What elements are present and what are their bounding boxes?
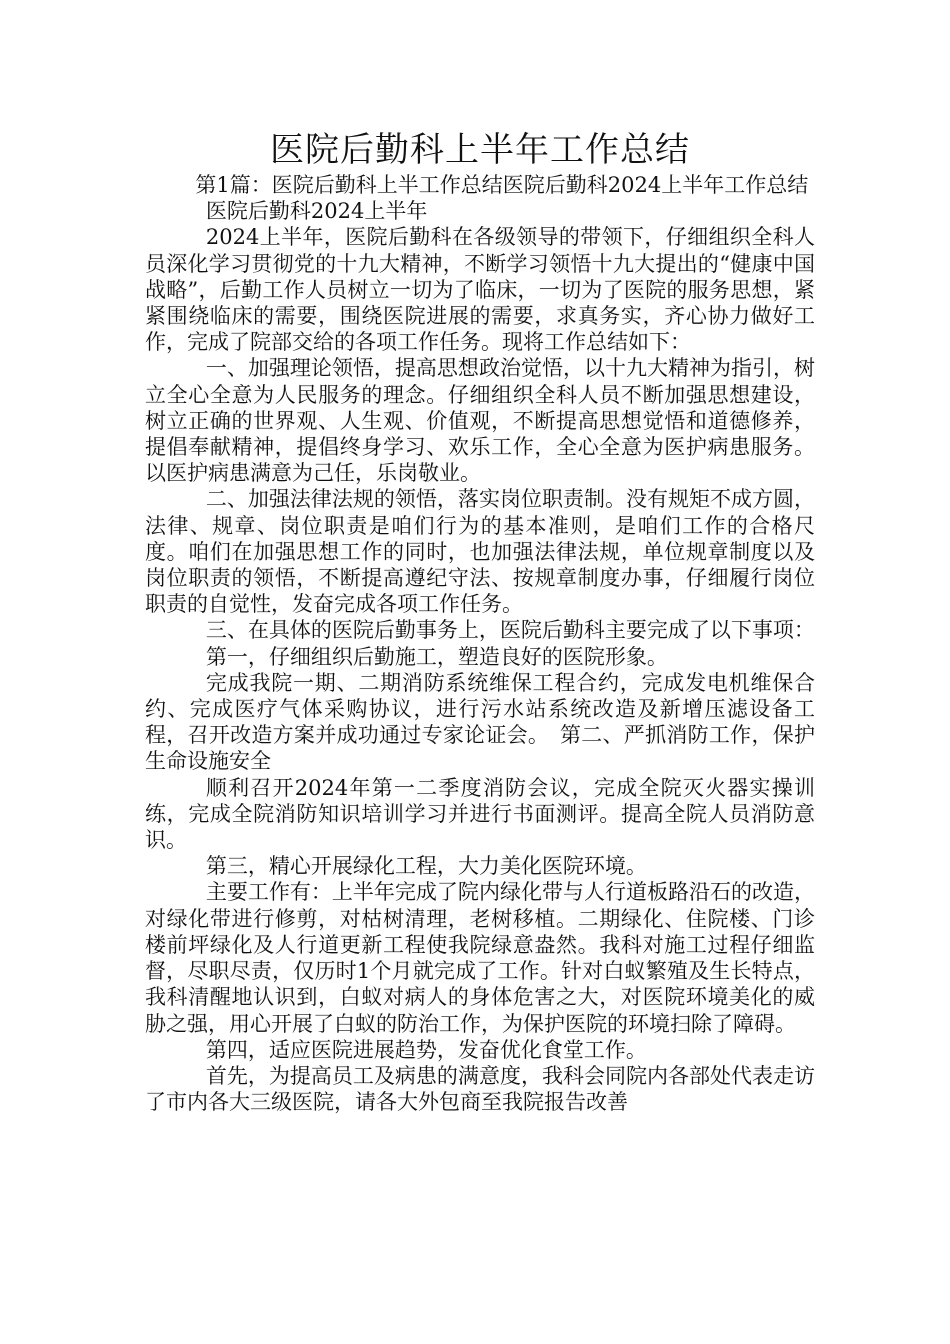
paragraph: 顺利召开2024年第一二季度消防会议，完成全院灭火器实操训练，完成全院消防知识培训学习并进行书面测评。提高全院人员消防意识。	[145, 775, 815, 853]
document-title: 医院后勤科上半年工作总结	[270, 130, 690, 170]
paragraph: 完成我院一期、二期消防系统维保工程合约，完成发电机维保合约、完成医疗气体采购协议，进行污水站系统改造及新增压滤设备工程，召开改造方案并成功通过专家论证会。 第二、严抓消防工作，保护生命设施安全	[145, 670, 815, 774]
paragraph: 一、加强理论领悟，提高思想政治觉悟，以十九大精神为指引，树立全心全意为人民服务的理念。仔细组织全科人员不断加强思想建设，树立正确的世界观、人生观、价值观，不断提高思想觉悟和道德修养，提倡奉献精神，提倡终身学习、欢乐工作，全心全意为医护病患服务。以医护病患满意为己任，乐岗敬业。	[145, 356, 815, 486]
paragraph: 第四，适应医院进展趋势，发奋优化食堂工作。	[205, 1037, 647, 1062]
paragraph: 2024上半年，医院后勤科在各级领导的带领下，仔细组织全科人员深化学习贯彻党的十九大精神，不断学习领悟十九大提出的“健康中国战略”，后勤工作人员树立一切为了临床，一切为了医院的服务思想，紧紧围绕临床的需要，围绕医院进展的需要，求真务实，齐心协力做好工作，完成了院部交给的各项工作任务。现将工作总结如下：	[145, 225, 815, 355]
paragraph: 三、在具体的医院后勤事务上，医院后勤科主要完成了以下事项：	[205, 618, 815, 643]
paragraph: 二、加强法律法规的领悟，落实岗位职责制。没有规矩不成方圆，法律、规章、岗位职责是咱们行为的基本准则，是咱们工作的合格尺度。咱们在加强思想工作的同时，也加强法律法规，单位规章制度以及岗位职责的领悟，不断提高遵纪守法、按规章制度办事，仔细履行岗位职责的自觉性，发奋完成各项工作任务。	[145, 487, 815, 617]
paragraph: 第一，仔细组织后勤施工，塑造良好的医院形象。	[205, 644, 668, 669]
paragraph: 医院后勤科2024上半年	[205, 199, 428, 224]
paragraph: 主要工作有：上半年完成了院内绿化带与人行道板路沿石的改造，对绿化带进行修剪，对枯树清理，老树移植。二期绿化、住院楼、门诊楼前坪绿化及人行道更新工程使我院绿意盎然。我科对施工过程仔细监督，尽职尽责，仅历时1个月就完成了工作。针对白蚁繁殖及生长特点，我科清醒地认识到，白蚁对病人的身体危害之大，对医院环境美化的威胁之强，用心开展了白蚁的防治工作，为保护医院的环境扫除了障碍。	[145, 880, 815, 1036]
document-page	[145, 128, 815, 1115]
paragraph: 首先，为提高员工及病患的满意度，我科会同院内各部处代表走访了市内各大三级医院，请各大外包商至我院报告改善	[145, 1063, 815, 1115]
paragraph: 第1篇：医院后勤科上半工作总结医院后勤科2024上半年工作总结	[195, 173, 809, 197]
paragraph: 第三，精心开展绿化工程，大力美化医院环境。	[205, 854, 647, 879]
document-body	[145, 172, 815, 1115]
